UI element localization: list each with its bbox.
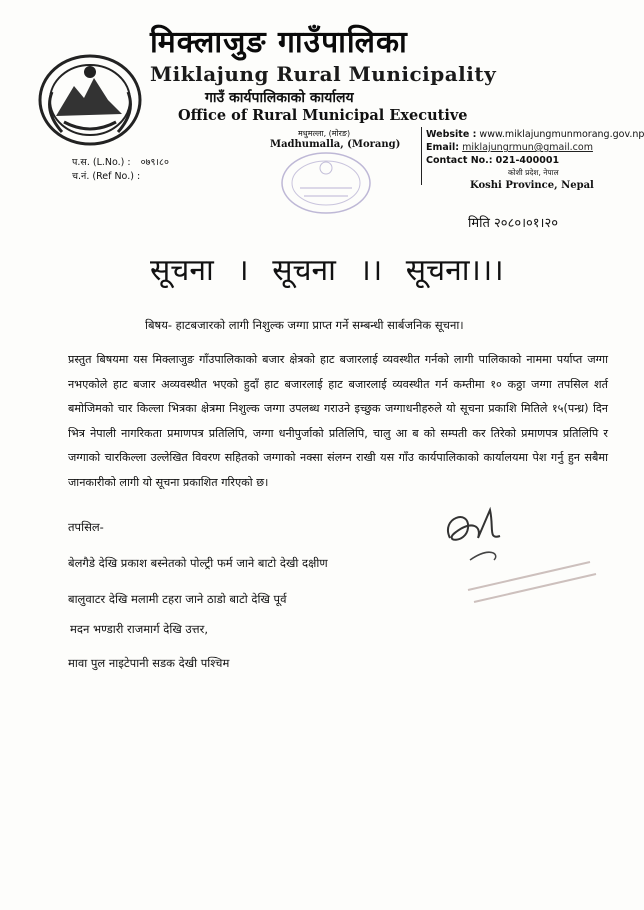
website-line — [426, 128, 644, 141]
letter-number-label: प.स. (L.No.) : — [72, 157, 131, 168]
address-nepali: मधुमल्ला, (मोरङ) — [298, 129, 351, 138]
email-link[interactable]: miklajungrmun@gmail.com — [462, 142, 593, 153]
divider-line — [421, 127, 422, 185]
boundary-west: मावा पुल नाइटेपानी सडक देखी पश्चिम — [68, 656, 230, 670]
letter-number-line — [72, 156, 169, 170]
email-label: Email: — [426, 142, 460, 153]
phone-line — [426, 154, 644, 167]
phone-number: 021-400001 — [495, 155, 560, 166]
website-link[interactable]: www.miklajungmunmorang.gov.np — [479, 129, 644, 140]
notice-body: प्रस्तुत बिषयमा यस मिक्लाजुङ गाँउपालिकाको बजार क्षेत्रको हाट बजारलाई व्यवस्थीत गर्नको लागी पालिकाको नाममा पर्याप्त जग्गा नभएकोले हाट बजार अव्यवस्थीत भएको हुदाँ हाट बजारलाई हाट बजारलाई व्यवस्थीत गर्न कम्तीमा १० कठ्ठा जग्गा तपसिल शर्त बमोजिमको चार किल्ला भित्रका क्षेत्रमा निशुल्क जग्गा उपलब्ध गराउने इच्छुक जग्गाधनीहरुले यो सूचना प्रकाशि मितिले १५(पन्ध्र) दिन भित्र नेपाली नागरिकता प्रमाणपत्र प्रतिलिपि, जग्गा धनीपुर्जाको प्रतिलिपि, चालु आ ब को सम्पती कर तिरेको प्रमाणपत्र प्रतिलिपि र जग्गाको चारकिल्ला उल्लेखित विवरण सहितको जग्गाको नक्सा संलग्न राखी यस गाँउ कार्यपालिकाको कार्यालयमा पेश गर्नु हुन सबैमा जानकारीको लागी यो सूचना प्रकाशित गरिएको छ। — [68, 353, 608, 489]
province-nepali: कोशी प्रदेश, नेपाल — [508, 168, 559, 177]
phone-label: Contact No.: — [426, 155, 493, 166]
officer-signature-icon — [430, 498, 600, 608]
letter-number-value: ०७९।८० — [140, 157, 169, 168]
province-english: Koshi Province, Nepal — [470, 180, 594, 191]
details-label: तपसिल- — [68, 520, 104, 534]
office-name-nepali: गाउँ कार्यपालिकाको कार्यालय — [205, 90, 354, 106]
ref-number-label: च.नं. (Ref No.) : — [72, 171, 141, 182]
boundary-south: बेलगैडे देखि प्रकाश बस्नेतको पोल्ट्री फर्म जाने बाटो देखी दक्षीण — [68, 556, 328, 570]
email-line — [426, 141, 644, 154]
office-name-english: Office of Rural Municipal Executive — [178, 107, 468, 124]
municipality-title-english: Miklajung Rural Municipality — [150, 62, 497, 86]
municipality-title-nepali: मिक्लाजुङ गाउँपालिका — [150, 25, 408, 60]
government-emblem-icon — [34, 52, 146, 148]
boundary-north: मदन भण्डारी राजमार्ग देखि उत्तर, — [70, 622, 208, 636]
notice-heading: सूचना । सूचना ।। सूचना।।। — [150, 253, 504, 288]
address-english: Madhumalla, (Morang) — [270, 139, 401, 150]
notice-date: मिति २०८०।०१।२० — [468, 216, 558, 231]
boundary-east: बालुवाटर देखि मलामी टहरा जाने ठाडो बाटो देखि पूर्व — [68, 592, 287, 606]
contact-block — [426, 128, 644, 167]
reference-block — [72, 156, 169, 184]
office-stamp-icon — [278, 150, 374, 216]
notice-subject: बिषय- हाटबजारको लागी निशुल्क जग्गा प्राप्त गर्ने सम्बन्धी सार्बजनिक सूचना। — [145, 318, 464, 332]
website-label: Website : — [426, 129, 477, 140]
